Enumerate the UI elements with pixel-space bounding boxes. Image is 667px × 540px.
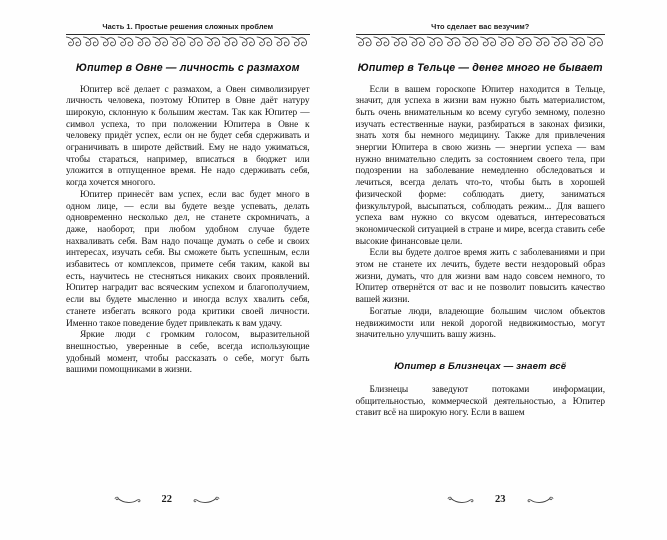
paragraph: Юпитер всё делает с размахом, а Овен символизирует личность человека, поэтому Юпитер в Овне даёт натуру широкую, склонную к большим жестам. Так как Юпитер — символ успеха, то при положении Юпитера в Овне к человеку придёт успех, если он не будет себя сдерживать и ограничивать в широте действий. Ему не надо ужиматься, чтобы стараться, например, вписаться в бюджет или уложится в отпущенное время. Не надо сдерживать себя, когда хочется многого. (66, 84, 310, 189)
section-title-taurus: Юпитер в Тельце — денег много не бывает (357, 61, 603, 74)
running-head-left: Часть 1. Простые решения сложных проблем (66, 22, 310, 35)
body-text-left (66, 85, 310, 378)
section-title-gemini: Юпитер в Близнецах — знает всё (394, 360, 567, 372)
folio-right (334, 494, 667, 506)
body-text-right-gemini (356, 385, 606, 420)
flourish-left-icon (446, 494, 490, 506)
paragraph: Богатые люди, владеющие большим числом объектов недвижимости или некой дорогой недвижимостью, могут значительно улучшить вашу жизнь. (355, 306, 605, 341)
flourish-left-icon (113, 494, 157, 506)
page-right (334, 0, 667, 540)
folio-left (0, 494, 334, 506)
paragraph: Если в вашем гороскопе Юпитер находится в Тельце, значит, для успеха в жизни вам нужно быть материалистом, быть очень внимательным ко всему сугубо земному, полезно изучать естественные науки, разбираться в законах физики, знать хотя бы немного медицину. Также для привлечения энергии Юпитера в свою жизнь — энергии успеха — вам нужно внимательно следить за состоянием своего тела, при подозрении на заболевание немедленно обследоваться и лечиться, всегда делать что-то, чтобы быть в хорошей физической форме: соблюдать диету, заниматься физкультурой, высыпаться, соблюдать режим... Для вашего успеха вам нужно со вкусом одеваться, интересоваться экономической ситуацией в стране и мире, всегда ставить себе высокие финансовые цели. (355, 84, 605, 247)
flourish-right-icon (511, 494, 555, 506)
paragraph: Юпитер принесёт вам успех, если вас будет много в одном лице, — если вы будете везде успевать, делать одновременно несколько дел, не станете скромничать, а даже, наоборот, при любом удобном случае будете нахваливать себя. Вам надо почаще думать о себе и своих интересах, изучать себя. Вы сможете быть успешным, если избавитесь от комплексов, примете себя таким, какой вы есть, научитесь не стесняться никаких своих проявлений. Юпитер наградит вас всяческим успехом и благополучием, если вы будете мысленно и иногда вслух хвалить себя, станете избегать всякого рода критики своей личности. Именно такое поведение будет привлекать к вам удачу. (66, 189, 310, 329)
page-number-right: 23 (495, 493, 506, 505)
section-title-aries: Юпитер в Овне — личность с размахом (75, 61, 300, 74)
running-head-right: Что сделает вас везучим? (356, 22, 606, 35)
paragraph: Яркие люди с громким голосом, выразительной внешностью, уверенные в себе, всегда использующие удобный момент, чтобы рассказать о себе, могут быть вашими помощниками в жизни. (66, 330, 310, 376)
paragraph: Близнецы заведуют потоками информации, общительностью, коммерческой деятельностью, а Юпитер ставит всё на широкую ногу. Если в вашем (355, 384, 605, 419)
scroll-curl-border-icon (66, 36, 310, 49)
scroll-curl-border-icon (356, 36, 606, 49)
paragraph: Если вы будете долгое время жить с заболеваниями и при этом не станете их лечить, будете вести нездоровый образ жизни, думать, что для жизни вам надо совсем немного, то Юпитер отвернётся от вас и не позволит повысить качество вашей жизни. (355, 248, 605, 306)
flourish-right-icon (177, 494, 221, 506)
page-number-left: 22 (161, 493, 172, 505)
body-text-right (356, 85, 606, 342)
